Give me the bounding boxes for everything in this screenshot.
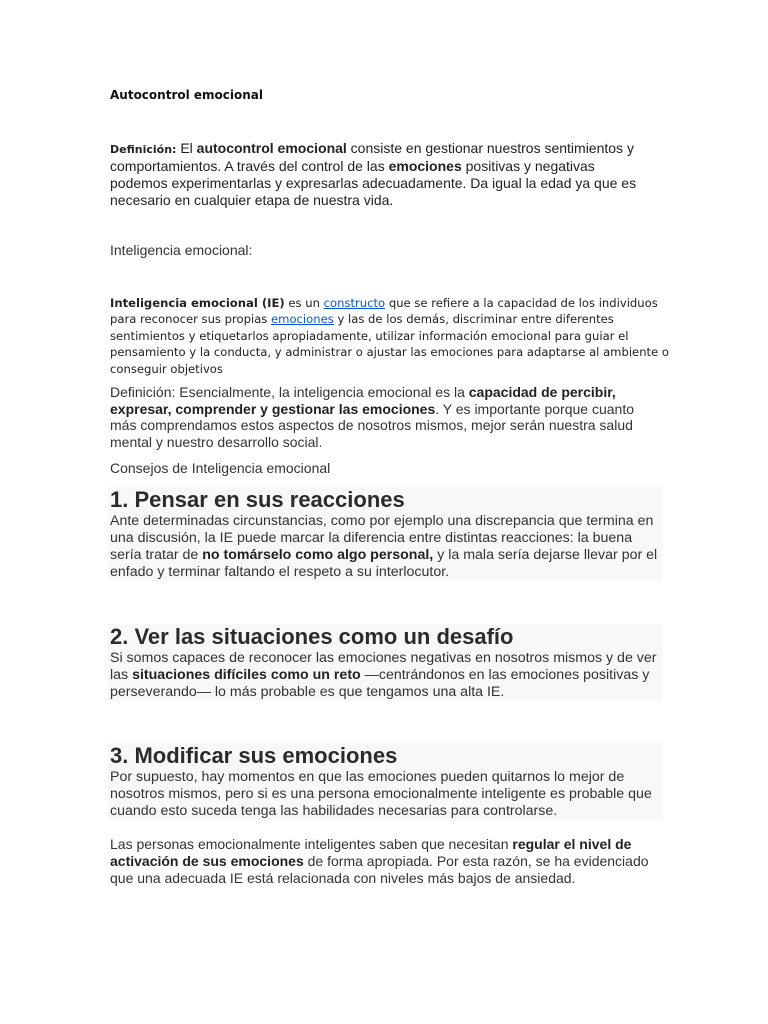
definition-label: Definición: <box>110 143 177 156</box>
ie-text-2: que se refiere a la capacidad de los individuos para reconocer sus propias <box>110 296 658 327</box>
ie-heading: Inteligencia emocional: <box>110 242 253 258</box>
tip-3-text <box>110 769 660 820</box>
ie-paragraph <box>110 295 670 377</box>
document-title: Autocontrol emocional <box>110 88 264 102</box>
ie-definition-paragraph <box>110 384 655 450</box>
tip-3-heading: 3. Modificar sus emociones <box>110 743 398 768</box>
ie-def-text-1: Definición: Esencialmente, la inteligencia emocional es la <box>110 384 469 400</box>
tip-2-heading: 2. Ver las situaciones como un desafío <box>110 624 514 649</box>
tip-2-text-a: Si somos capaces de reconocer las emociones negativas en nosotros mismos y de ver las <box>110 650 657 683</box>
tip-2-bold: situaciones difíciles como un reto <box>132 667 361 683</box>
tip-1-text <box>110 513 660 581</box>
definition-paragraph <box>110 140 650 209</box>
tip-2-text <box>110 650 660 701</box>
tip-card-2 <box>108 624 662 701</box>
ie-def-bold: capacidad de percibir, expresar, comprender y gestionar las emociones <box>110 384 616 417</box>
tip-1-text-a: Ante determinadas circunstancias, como por ejemplo una discrepancia que termina en una discusión, la IE puede marcar la diferencia entre distintas reacciones: la buena sería tratar de <box>110 513 654 563</box>
tips-heading: Consejos de Inteligencia emocional <box>110 460 331 476</box>
definition-text-1: El <box>176 140 197 156</box>
ie-text-3: y las de los demás, discriminar entre diferentes sentimientos y etiquetarlos apropiadamente, utilizar información emocional para guiar el pensamiento y la conducta, y administrar o ajustar las emociones para adaptarse al ambiente o conseguir objetivos <box>110 312 669 376</box>
tip-3-extra-bold: regular el nivel de activación de sus emociones <box>110 836 632 869</box>
tip-3-extra-paragraph <box>110 836 660 887</box>
tip-card-3 <box>108 743 662 820</box>
ie-term: Inteligencia emocional (IE) <box>110 296 285 310</box>
emociones-link[interactable]: emociones <box>271 312 334 327</box>
tip-1-text-b: y la mala sería dejarse llevar por el enfado y terminar faltando el respeto a su interlocutor. <box>110 547 658 580</box>
ie-text-1: es un <box>284 296 324 310</box>
tip-3-text-a: Por supuesto, hay momentos en que las emociones pueden quitarnos lo mejor de nosotros mismos, pero si es una persona emocionalmente inteligente es probable que cuando esto suceda tenga las habilidades necesarias para controlarse. <box>110 769 652 819</box>
definition-text-3: positivas y negativas podemos experimentarlas y expresarlas adecuadamente. Da igual la edad ya que es necesario en cualquier etapa de nuestra vida. <box>110 158 637 208</box>
definition-bold-2: emociones <box>388 158 462 174</box>
tip-card-1 <box>108 487 662 581</box>
tip-2-text-b: —centrándonos en las emociones positivas y perseverando— lo más probable es que tengamos una alta IE. <box>110 667 650 700</box>
tip-1-bold: no tomárselo como algo personal, <box>202 547 434 563</box>
definition-text-2: consiste en gestionar nuestros sentimientos y comportamientos. A través del control de las <box>110 140 634 174</box>
constructo-link[interactable]: constructo <box>323 296 386 310</box>
definition-bold-1: autocontrol emocional <box>196 140 347 156</box>
tip-3-extra-text-a: Las personas emocionalmente inteligentes saben que necesitan <box>110 836 513 852</box>
ie-def-text-2: . Y es importante porque cuanto más comprendamos estos aspectos de nosotros mismos, mejor serán nuestra salud mental y nuestro desarrollo social. <box>110 400 634 450</box>
tip-3-extra-text-b: de forma apropiada. Por esta razón, se ha evidenciado que una adecuada IE está relacionada con niveles más bajos de ansiedad. <box>110 853 649 886</box>
tip-1-heading: 1. Pensar en sus reacciones <box>110 487 405 512</box>
